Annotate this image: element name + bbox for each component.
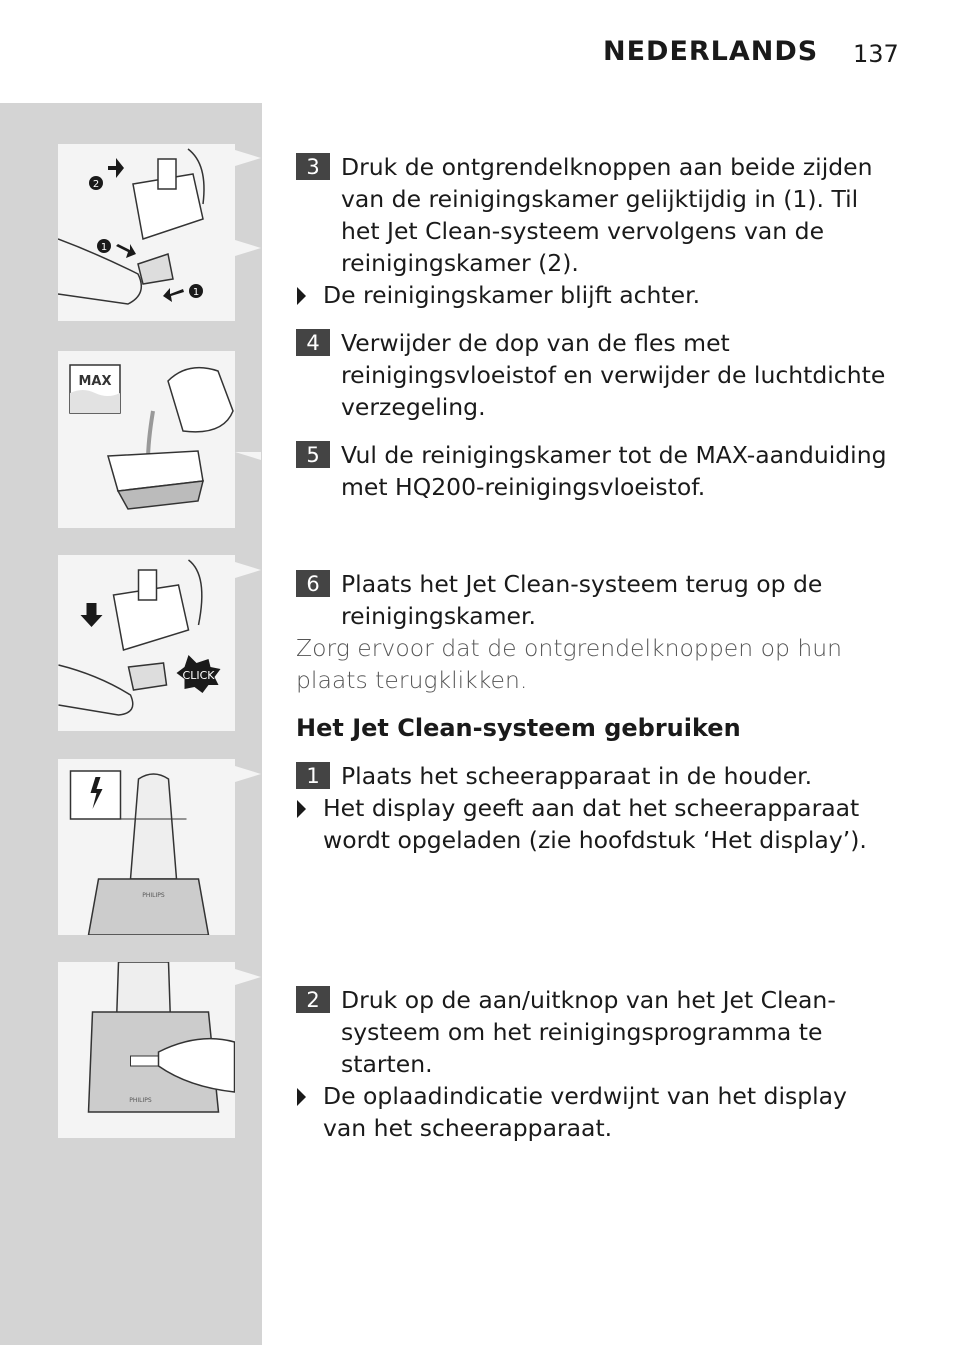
result-arrow-icon [297, 800, 306, 818]
step-6 [296, 568, 896, 632]
step-4-block [296, 327, 896, 423]
figure-pointer [235, 150, 261, 166]
figure-label-1b: 1 [192, 287, 200, 298]
brand-label: PHILIPS [129, 1097, 152, 1104]
step-text: Verwijder de dop van de fles met reinigingsvloeistof en verwijder de luchtdichte verzegeling. [341, 329, 886, 421]
step-text: Plaats het scheerapparaat in de houder. [341, 762, 813, 790]
step-5 [296, 439, 896, 503]
section-heading: Het Jet Clean-systeem gebruiken [296, 714, 741, 742]
figure-pointer [235, 562, 261, 578]
result-text: De oplaadindicatie verdwijnt van het display van het scheerapparaat. [323, 1082, 847, 1142]
result-text: Het display geeft aan dat het scheerapparaat wordt opgeladen (zie hoofdstuk ‘Het display’). [323, 794, 867, 854]
click-label: CLICK [182, 669, 215, 682]
step-number: 1 [296, 762, 330, 789]
figure-pointer [235, 766, 261, 782]
use-step-2 [296, 984, 896, 1080]
figure-fill-liquid [58, 351, 235, 528]
step-6-block [296, 568, 896, 696]
page-number: 137 [853, 40, 899, 68]
result-arrow-icon [297, 287, 306, 305]
step-text: Druk op de aan/uitknop van het Jet Clean-systeem om het reinigingsprogramma te starten. [341, 986, 836, 1078]
language-header: NEDERLANDS [603, 36, 819, 67]
figure-press-onoff [58, 962, 235, 1138]
step-number: 4 [296, 329, 330, 356]
use-step-2-block [296, 984, 896, 1144]
figure-label-2: 2 [92, 179, 100, 190]
step-3 [296, 151, 896, 279]
step-3-result [296, 279, 896, 311]
step-3-block [296, 151, 896, 311]
figure-remove-jet-clean [58, 144, 235, 321]
max-label: MAX [78, 374, 112, 389]
use-step-1-block [296, 760, 896, 856]
figure-pointer [235, 969, 261, 985]
figure-pointer [235, 240, 261, 256]
step-5-block [296, 439, 896, 503]
step-number: 6 [296, 570, 330, 597]
use-step-1-result [296, 792, 896, 856]
figure-label-1a: 1 [100, 242, 108, 253]
figure-shaver-in-holder [58, 759, 235, 935]
result-text: De reinigingskamer blijft achter. [323, 281, 701, 309]
brand-label: PHILIPS [142, 892, 165, 899]
step-4 [296, 327, 896, 423]
step-number: 2 [296, 986, 330, 1013]
figure-pointer [235, 452, 261, 460]
step-number: 5 [296, 441, 330, 468]
figure-place-back [58, 555, 235, 731]
step-6-note: Zorg ervoor dat de ontgrendelknoppen op hun plaats terugklikken. [296, 634, 843, 694]
step-text: Plaats het Jet Clean-systeem terug op de reinigingskamer. [341, 570, 823, 630]
use-step-1 [296, 760, 896, 792]
use-step-2-result [296, 1080, 896, 1144]
step-text: Vul de reinigingskamer tot de MAX-aanduiding met HQ200-reinigingsvloeistof. [341, 441, 887, 501]
step-number: 3 [296, 153, 330, 180]
result-arrow-icon [297, 1088, 306, 1106]
step-text: Druk de ontgrendelknoppen aan beide zijden van de reinigingskamer gelijktijdig in (1). Til het Jet Clean-systeem vervolgens van de reinigingskamer (2). [341, 153, 873, 277]
